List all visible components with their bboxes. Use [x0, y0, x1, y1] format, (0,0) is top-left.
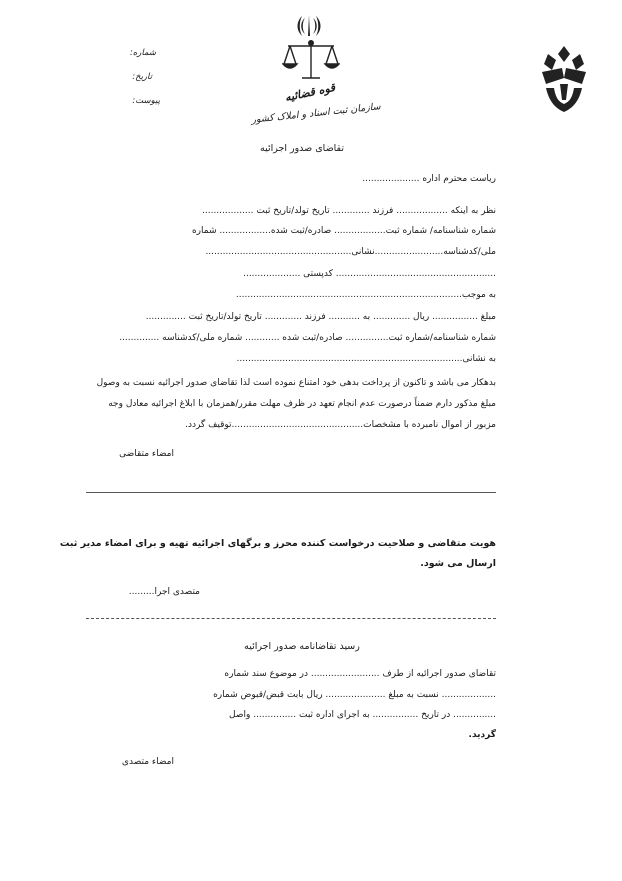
- officer-signature: امضاء متصدی: [121, 757, 174, 767]
- scales-of-justice-icon: [282, 38, 340, 82]
- greeting-line: ریاست محترم اداره ....................: [362, 174, 496, 184]
- registry-logo-icon: [536, 44, 592, 114]
- divider: [86, 492, 496, 493]
- s1-line-5: به موجب...............................................................................: [235, 290, 496, 300]
- s1-line-4: ........................................................ کدپستی ....................: [243, 269, 496, 279]
- judiciary-text: قوه قضائیه: [283, 80, 337, 105]
- s3-line-4: گردید.: [468, 730, 496, 740]
- dashed-divider: [86, 618, 496, 619]
- s1-line-2: شماره شناسنامه/ شماره ثبت.................. صادره/ثبت شده.................. شماره: [191, 226, 496, 236]
- iran-emblem-icon: [296, 14, 322, 38]
- s1-paragraph-3: مزبور از اموال نامبرده با مشخصات..............................................توقیف گردد.: [185, 420, 496, 430]
- date-label: تاریخ:: [132, 72, 152, 82]
- s1-line-1: نظر به اینکه .................. فرزند ............. تاریخ تولد/تاریخ ثبت ..................: [202, 206, 496, 216]
- executor-signature: متصدی اجرا.........: [128, 587, 200, 597]
- applicant-signature: امضاء متقاضی: [119, 449, 174, 459]
- s1-paragraph-2: مبلغ مذکور دارم ضمناً درصورت عدم انجام تعهد در ظرف مهلت مقرر/همزمان با ابلاغ اجرائیه معادل وجه: [108, 399, 496, 409]
- s3-line-1: تقاضای صدور اجرائیه از طرف ........................ در موضوع سند شماره: [224, 669, 496, 679]
- s1-line-7: شماره شناسنامه/شماره ثبت............... صادره/ثبت شده ............ شماره ملی/کدشناسه ..............: [119, 333, 496, 343]
- s1-line-6: مبلغ ................ ریال ............. به ........... فرزند ............. تاریخ تولد/تاریخ ثبت ..............: [145, 312, 496, 322]
- attachment-label: پیوست:: [132, 96, 160, 106]
- s1-paragraph-1: بدهکار می باشد و تاکنون از پرداخت بدهی خود امتناع نموده است لذا تقاضای صدور اجرائیه نسبت به وصول: [96, 378, 496, 388]
- receipt-title: رسید تقاضانامه صدور اجرائیه: [244, 641, 360, 652]
- s3-line-2: ................... نسبت به مبلغ ..................... ریال بابت قبض/قبوض شماره: [213, 690, 496, 700]
- s2-text-1: هویت متقاضی و صلاحیت درخواست کننده محرز و برگهای اجرائیه تهیه و برای امضاء مدیر ثبت: [59, 538, 496, 549]
- s1-line-8: به نشانی...............................................................................: [236, 354, 496, 364]
- org-name: سازمان ثبت اسناد و املاک کشور: [250, 101, 382, 126]
- s1-line-3: ملی/کدشناسه........................نشانی...................................................: [205, 247, 496, 257]
- form-title: تقاضای صدور اجرائیه: [259, 143, 344, 154]
- s2-text-2: ارسال می شود.: [420, 558, 496, 569]
- s3-line-3: ............... در تاریخ ................ به اجرای اداره ثبت ............... واصل: [229, 710, 496, 720]
- number-label: شماره:: [129, 48, 156, 58]
